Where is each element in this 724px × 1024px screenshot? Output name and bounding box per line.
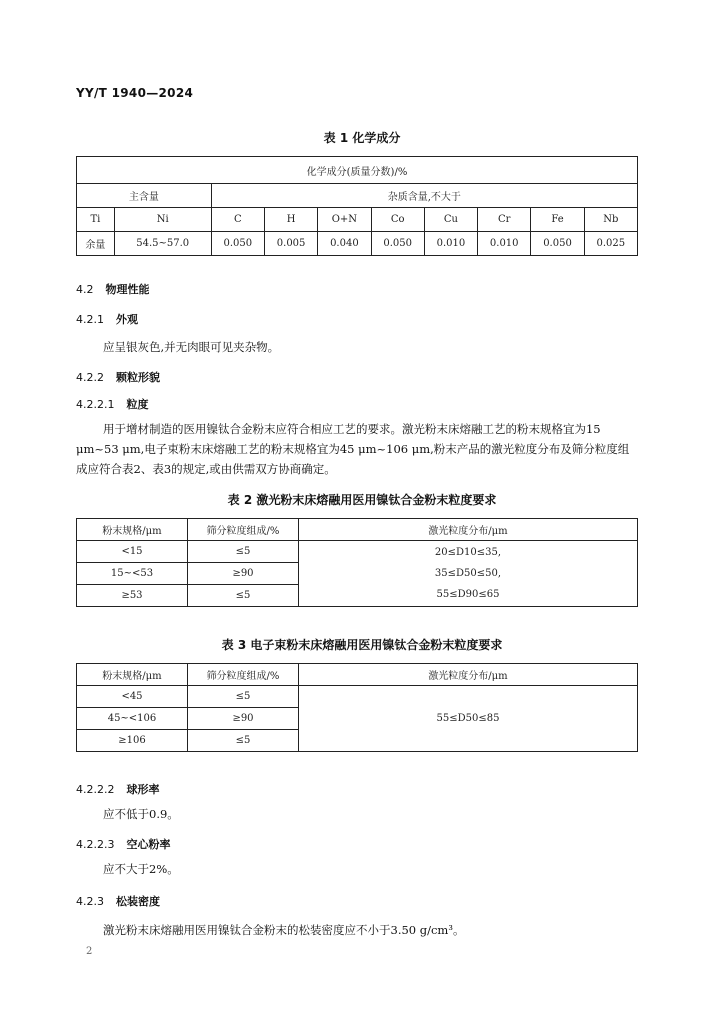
table1-group-header: 化学成分(质量分数)/% [77, 157, 638, 184]
section-number: 4.2.2.2 [76, 783, 115, 796]
table3-distribution-cell: 55≤D50≤85 [299, 686, 638, 752]
table-cell: ≥53 [77, 585, 188, 607]
table1-main-label: 主含量 [77, 184, 212, 208]
table-cell: 0.040 [318, 232, 371, 256]
table2-laser-particle-size [76, 518, 638, 607]
table-header-cell: 粉末规格/μm [77, 519, 188, 541]
table-cell: 0.005 [264, 232, 317, 256]
table1-value-row [77, 232, 638, 256]
table-cell: 0.025 [584, 232, 637, 256]
table-cell: Fe [531, 208, 584, 232]
section-title: 外观 [116, 313, 138, 326]
table-cell: ≤5 [188, 541, 299, 563]
section-4-2-3-heading [76, 893, 160, 909]
section-4-2-2-2-text: 应不低于0.9。 [103, 807, 179, 821]
section-4-2-2-3-text: 应不大于2%。 [103, 862, 179, 876]
table-cell: 0.010 [424, 232, 477, 256]
table-header-cell: 筛分粒度组成/% [188, 519, 299, 541]
section-title: 球形率 [126, 783, 160, 796]
table-header-cell: 激光粒度分布/μm [299, 664, 638, 686]
table1-chemical-composition [76, 156, 638, 256]
table-cell: 0.010 [478, 232, 531, 256]
table-cell: 0.050 [531, 232, 584, 256]
table-cell: Co [371, 208, 424, 232]
section-title: 空心粉率 [126, 838, 171, 851]
table-cell: ≤5 [188, 730, 299, 752]
document-header: YY/T 1940—2024 [76, 86, 194, 100]
section-4-2-3-text: 激光粉末床熔融用医用镍钛合金粉末的松装密度应不小于3.50 g/cm³。 [103, 923, 465, 937]
section-4-2-1-heading [76, 311, 138, 327]
distribution-line: 35≤D50≤50, [434, 568, 502, 579]
table3-ebeam-particle-size [76, 663, 638, 752]
table-cell: ≤5 [188, 585, 299, 607]
section-number: 4.2.2 [76, 371, 104, 384]
table1-element-row [77, 208, 638, 232]
section-title: 物理性能 [105, 283, 150, 296]
table-cell: 15~<53 [77, 563, 188, 585]
section-title: 粒度 [126, 398, 149, 411]
table-row [77, 541, 638, 563]
table1-caption: 表 1 化学成分 [323, 131, 401, 145]
table-cell: C [211, 208, 264, 232]
table3-caption: 表 3 电子束粉末床熔融用医用镍钛合金粉末粒度要求 [221, 638, 503, 652]
table-header-cell: 激光粒度分布/μm [299, 519, 638, 541]
table2-caption: 表 2 激光粉末床熔融用医用镍钛合金粉末粒度要求 [227, 493, 497, 507]
section-4-2-heading [76, 281, 150, 297]
table-cell: ≥106 [77, 730, 188, 752]
table-cell: Cr [478, 208, 531, 232]
section-number: 4.2.2.1 [76, 398, 115, 411]
section-title: 松装密度 [116, 895, 160, 908]
table-cell: O+N [318, 208, 371, 232]
table-cell: 0.050 [211, 232, 264, 256]
section-number: 4.2 [76, 283, 94, 296]
table2-distribution-cell [299, 541, 638, 607]
page-number: 2 [86, 946, 93, 957]
table-cell: ≤5 [188, 686, 299, 708]
table-header-cell: 粉末规格/μm [77, 664, 188, 686]
table-cell: Ni [114, 208, 211, 232]
section-4-2-1-text: 应呈银灰色,并无肉眼可见夹杂物。 [103, 340, 280, 354]
table-cell: ≥90 [188, 708, 299, 730]
table-cell: Nb [584, 208, 637, 232]
section-number: 4.2.1 [76, 313, 104, 326]
section-4-2-2-1-heading [76, 396, 148, 412]
table-cell: H [264, 208, 317, 232]
section-title: 颗粒形貌 [116, 371, 160, 384]
table-cell: <15 [77, 541, 188, 563]
section-4-2-2-heading [76, 369, 160, 385]
distribution-line: 20≤D10≤35, [434, 547, 502, 558]
table-cell: Cu [424, 208, 477, 232]
table-row [77, 686, 638, 708]
table-cell: 余量 [77, 232, 115, 256]
table-cell: 54.5~57.0 [114, 232, 211, 256]
section-number: 4.2.2.3 [76, 838, 115, 851]
table-cell: 0.050 [371, 232, 424, 256]
section-4-2-2-2-heading [76, 781, 159, 797]
section-4-2-2-1-text: 用于增材制造的医用镍钛合金粉末应符合相应工艺的要求。激光粉末床熔融工艺的粉末规格宜为15 μm~53 μm,电子束粉末床熔融工艺的粉末规格宜为45 μm~106 μm,粉末产品的激光粒度分布及筛分粒度组成应符合表2、表3的规定,或由供需双方协商确定。 [76, 422, 630, 476]
distribution-line: 55≤D90≤65 [436, 589, 500, 600]
table-cell: <45 [77, 686, 188, 708]
table-cell: Ti [77, 208, 115, 232]
section-number: 4.2.3 [76, 895, 104, 908]
table-cell: 45~<106 [77, 708, 188, 730]
table-header-cell: 筛分粒度组成/% [188, 664, 299, 686]
table-cell: ≥90 [188, 563, 299, 585]
table1-impurity-label: 杂质含量,不大于 [211, 184, 637, 208]
section-4-2-2-3-heading [76, 836, 170, 852]
